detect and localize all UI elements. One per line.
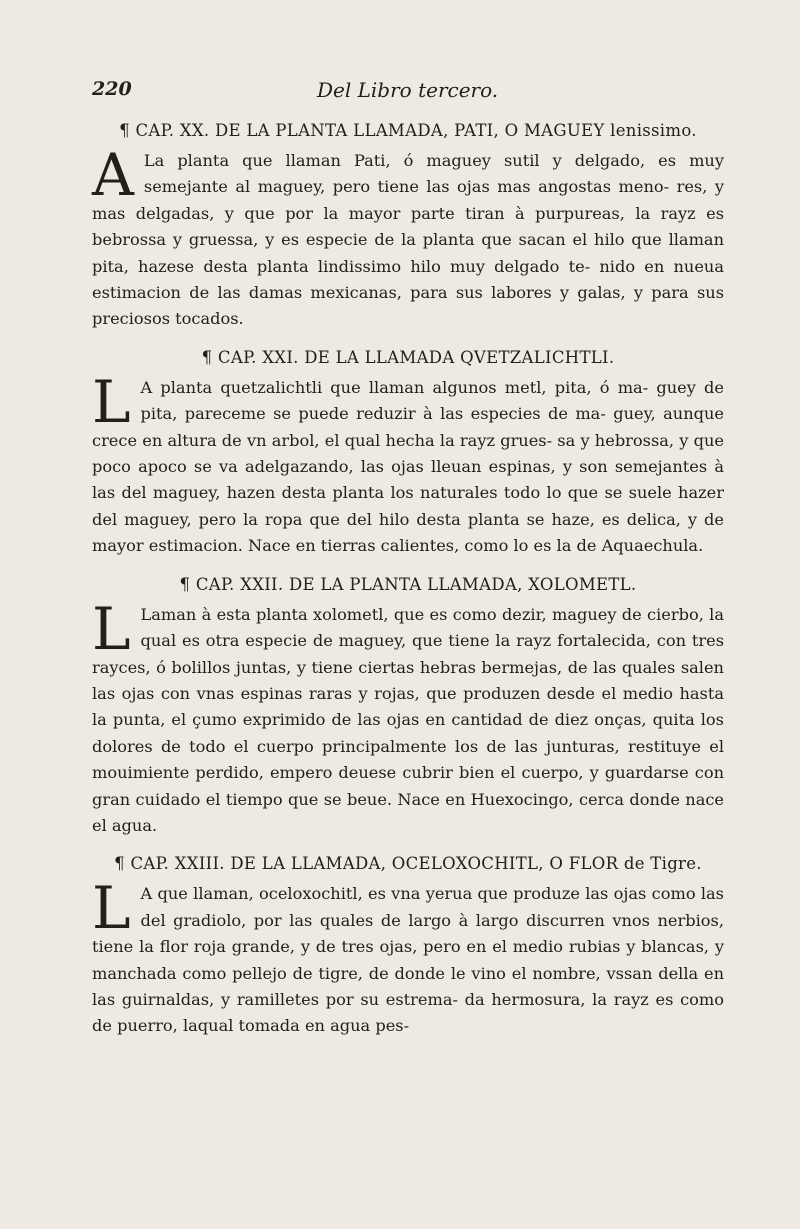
drop-cap-initial: L — [92, 367, 131, 436]
chapter-heading: ¶ CAP. XX. DE LA PLANTA LLAMADA, PATI, O MAGUEY lenissimo. — [119, 121, 697, 140]
drop-cap-initial: L — [92, 874, 131, 943]
body-text: Laman à esta planta xolometl, que es como dezir, maguey de cierbo, la qual es otra especie de maguey, que tiene la rayz fortalecida, con tres rayces, ó bolillos juntas, y tiene ciertas hebras bermejas, de las quales salen las ojas con vnas espinas raras y rojas, que produzen desde el medio hasta la punta, el çumo exprimido de las ojas en cantidad de diez onças, quita los dolores de todo el cuerpo principalmente los de las junturas, restituye el mouimiente perdido, empero deuese cubrir bien el cuerpo, y guardarse con gran cuidado el tiempo que se beue. Nace en Huexocingo, cerca donde nace el agua. — [92, 604, 724, 835]
chapter-21 — [92, 347, 724, 560]
chapter-body — [92, 874, 724, 1039]
chapter-heading: ¶ CAP. XXII. DE LA PLANTA LLAMADA, XOLOMETL. — [179, 574, 637, 594]
chapter-heading: ¶ CAP. XXI. DE LA LLAMADA QVETZALICHTLI. — [201, 347, 615, 367]
chapter-body — [92, 141, 724, 333]
chapter-23 — [92, 853, 724, 1039]
page-number: 220 — [92, 78, 132, 100]
chapter-body — [92, 367, 724, 560]
chapter-body — [92, 594, 724, 840]
running-head: Del Libro tercero. — [317, 78, 499, 102]
drop-cap-initial: L — [92, 594, 131, 663]
drop-cap-initial: A — [92, 141, 134, 209]
page-header — [92, 78, 732, 108]
body-text: A que llaman, oceloxochitl, es vna yerua que produze las ojas como las del gradiolo, por las quales de largo à largo discurren vnos nerbios, tiene la flor roja grande, y de tres ojas, pero en el medio rubias y blancas, y manchada como pellejo de tigre, de donde le vino el nombre, vssan della en las guirnaldas, y ramilletes por su estrema- da hermosura, la rayz es como de puerro, laqual tomada en agua pes- — [92, 884, 724, 1036]
chapter-22 — [92, 574, 724, 840]
chapter-heading: ¶ CAP. XXIII. DE LA LLAMADA, OCELOXOCHITL, O FLOR de Tigre. — [114, 854, 702, 874]
body-text: La planta que llaman Pati, ó maguey sutil y delgado, es muy semejante al maguey, pero tiene las ojas mas angostas meno- res, y mas delgadas, y que por la mayor parte tiran à purpureas, la rayz es bebrossa y gruessa, y es especie de la planta que sacan el hilo que llaman pita, hazese desta planta lindissimo hilo muy delgado te- nido en nueua estimacion de las damas mexicanas, para sus labores y galas, y para sus preciosos tocados. — [92, 151, 724, 329]
body-text: A planta quetzalichtli que llaman algunos metl, pita, ó ma- guey de pita, pareceme se puede reduzir à las especies de ma- guey, aunque crece en altura de vn arbol, el qual hecha la rayz grues- sa y hebrossa, y que poco apoco se va adelgazando, las ojas lleuan espinas, y son semejantes à las del maguey, hazen desta planta los naturales todo lo que se suele hazer del maguey, pero la ropa que del hilo desta planta se haze, es delica, y de mayor estimacion. Nace en tierras calientes, como lo es la de Aquaechula. — [92, 377, 724, 556]
chapter-20 — [92, 120, 724, 333]
page-content — [92, 120, 724, 1054]
